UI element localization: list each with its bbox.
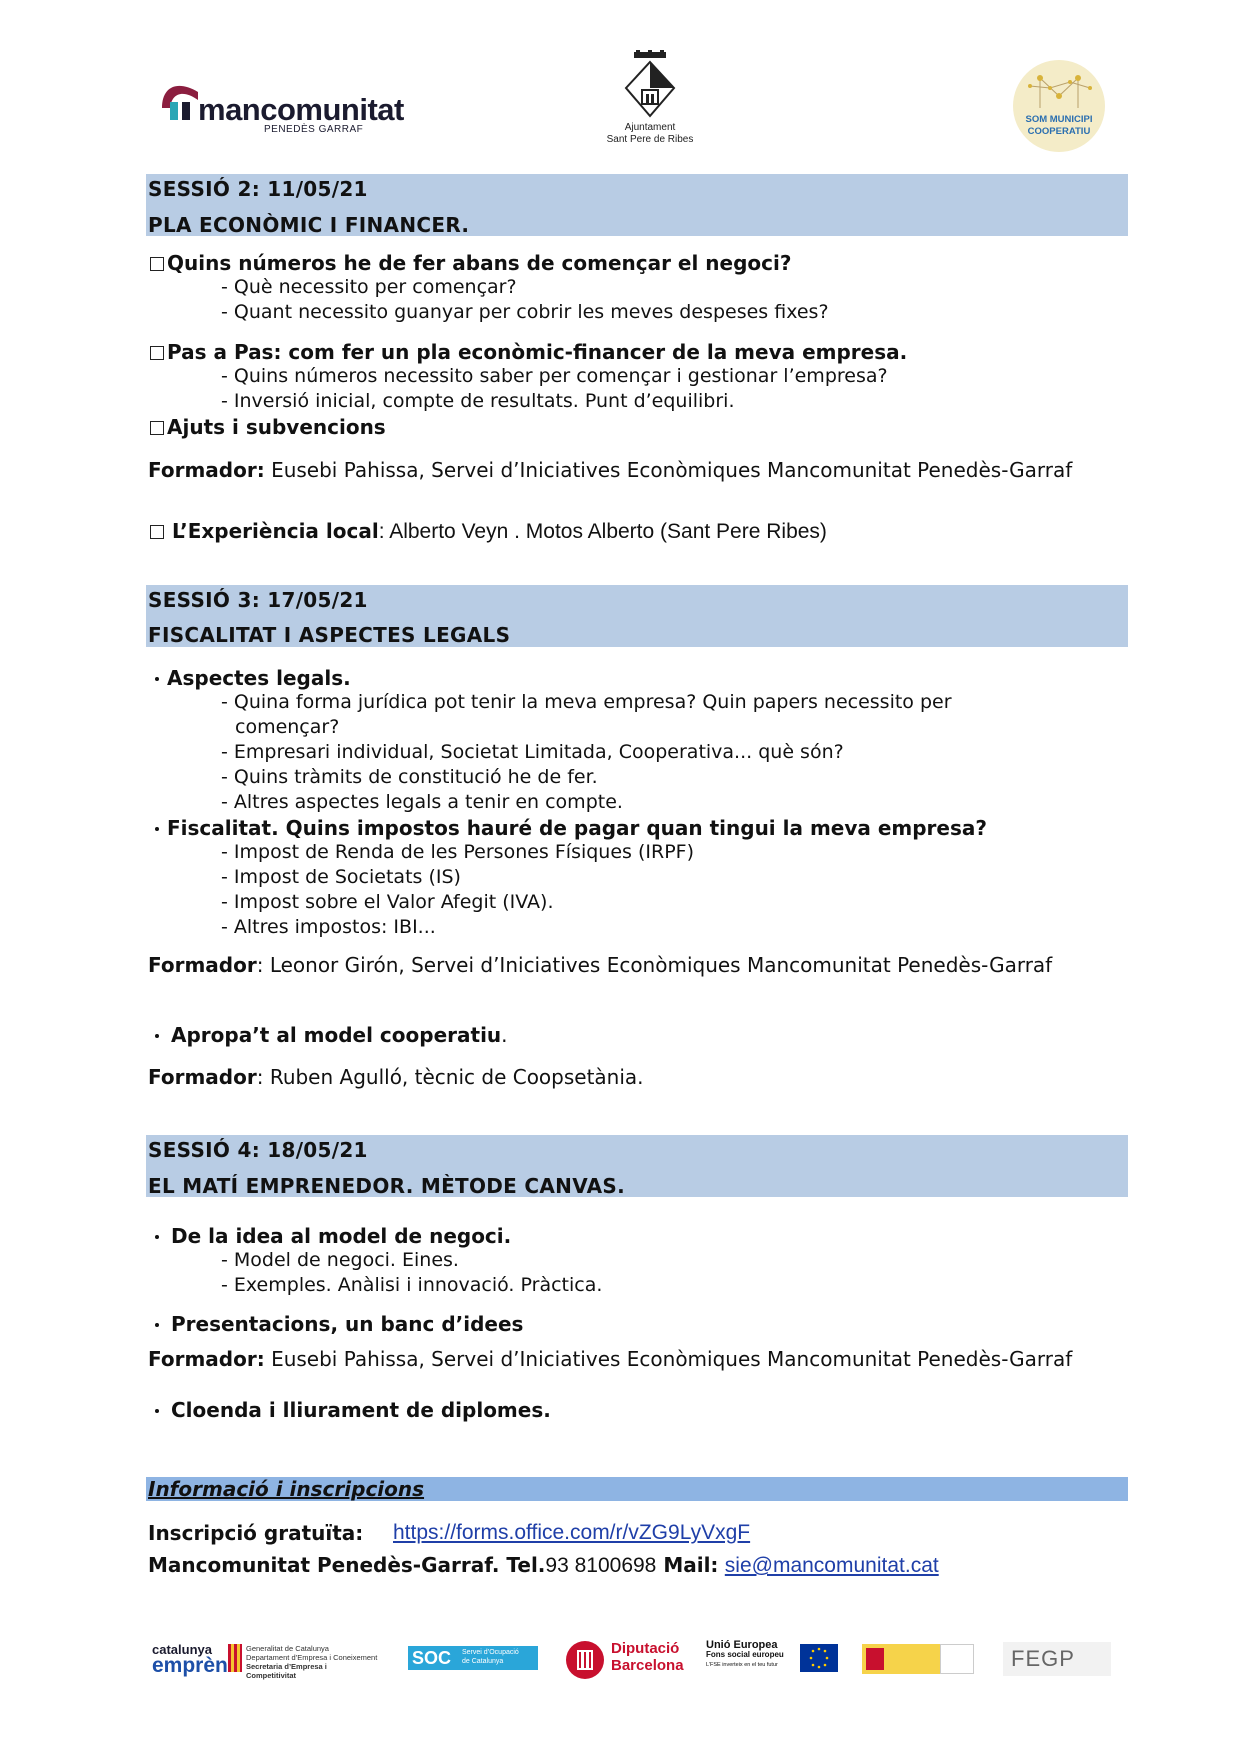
session3-item1-sub3: - Quins tràmits de constitució he de fer. — [221, 766, 598, 788]
bullet-icon — [155, 677, 159, 681]
experiencia-label: L’Experiència local — [172, 519, 379, 543]
session3-item2 — [150, 816, 987, 840]
experiencia-text: : Alberto Veyn . Motos Alberto (Sant Pere Ribes) — [378, 520, 827, 543]
checkbox-icon — [150, 346, 164, 360]
session2-item3 — [150, 415, 386, 439]
ministerio-logo — [862, 1640, 974, 1680]
session3-item3 — [150, 1023, 508, 1047]
checkbox-icon — [150, 421, 164, 435]
ue-line2: Fons social europeu — [706, 1650, 784, 1659]
session4-subtitle: EL MATÍ EMPRENEDOR. MÈTODE CANVAS. — [148, 1174, 625, 1198]
formador-text: Eusebi Pahissa, Servei d’Iniciatives Econòmiques Mancomunitat Penedès-Garraf — [264, 1347, 1073, 1371]
escudo-icon — [866, 1648, 884, 1670]
session4-item1-text: De la idea al model de negoci. — [171, 1224, 512, 1248]
formador-label: Formador — [148, 953, 257, 977]
eu-flag-icon — [800, 1644, 838, 1672]
coat-of-arms-icon — [620, 50, 680, 118]
catalunya-empren-logo — [150, 1640, 378, 1680]
mancomunitat-mark-icon — [158, 78, 202, 124]
mancomunitat-logo — [158, 78, 404, 138]
som-line2: COOPERATIU — [1027, 126, 1091, 137]
fegp-logo — [1003, 1640, 1111, 1680]
inscripcio-label: Inscripció gratuïta: — [148, 1521, 364, 1545]
som-municipi-badge-icon — [1010, 58, 1108, 154]
session3-item3-text: Apropa’t al model cooperatiu — [171, 1023, 502, 1047]
diputacio-logo — [565, 1640, 690, 1680]
session2-formador — [148, 458, 1072, 482]
dip-line2: Barcelona — [611, 1657, 684, 1674]
session3-item3-end: . — [501, 1023, 508, 1047]
mail-label: Mail: — [656, 1553, 719, 1577]
session3-title: SESSIÓ 3: 17/05/21 — [148, 588, 368, 612]
bullet-icon — [155, 1409, 159, 1413]
bullet-icon — [155, 1323, 159, 1327]
ajuntament-line1: Ajuntament — [624, 122, 676, 133]
ue-line1: Unió Europea — [706, 1639, 778, 1651]
gen-line3: Secretaria d’Empresa i Competitivitat — [246, 1662, 327, 1680]
som-municipi-logo — [1010, 58, 1108, 154]
gen-line2: Departament d’Empresa i Coneixement — [246, 1653, 378, 1662]
formador-text: : Ruben Agulló, tècnic de Coopsetània. — [256, 1065, 644, 1089]
session2-item2-text: Pas a Pas: com fer un pla econòmic-financer de la meva empresa. — [167, 340, 908, 364]
bullet-icon — [155, 1235, 159, 1239]
dip-line1: Diputació — [611, 1640, 680, 1657]
session4-item3-text: Cloenda i lliurament de diplomes. — [171, 1398, 551, 1422]
senyera-icon — [228, 1644, 242, 1672]
session3-item1-text: Aspectes legals. — [167, 666, 351, 690]
info-title: Informació i inscripcions — [148, 1477, 425, 1501]
session3-item2-text: Fiscalitat. Quins impostos hauré de pagar quan tingui la meva empresa? — [167, 816, 987, 840]
session3-item2-sub1: - Impost de Renda de les Persones Físiques (IRPF) — [221, 841, 694, 863]
soc-sub2: de Catalunya — [462, 1658, 504, 1665]
session2-item2-sub1: - Quins números necessito saber per començar i gestionar l’empresa? — [221, 365, 888, 387]
formador-label: Formador — [148, 1065, 257, 1089]
session3-item1-sub2: - Empresari individual, Societat Limitada, Cooperativa... què són? — [221, 741, 844, 763]
formador-text: Eusebi Pahissa, Servei d’Iniciatives Econòmiques Mancomunitat Penedès-Garraf — [264, 458, 1073, 482]
session2-item3-text: Ajuts i subvencions — [167, 415, 386, 439]
session2-title: SESSIÓ 2: 11/05/21 — [148, 177, 368, 201]
bullet-icon — [155, 1034, 159, 1038]
som-line1: SOM MUNICIPI — [1025, 114, 1093, 125]
ajuntament-line2: Sant Pere de Ribes — [606, 134, 694, 145]
session4-title: SESSIÓ 4: 18/05/21 — [148, 1138, 368, 1162]
bullet-icon — [155, 827, 159, 831]
session3-item2-sub2: - Impost de Societats (IS) — [221, 866, 461, 888]
checkbox-icon — [150, 257, 164, 271]
session3-item1 — [150, 666, 351, 690]
formador-text: : Leonor Girón, Servei d’Iniciatives Econòmiques Mancomunitat Penedès-Garraf — [256, 953, 1053, 977]
session4-item1-sub1: - Model de negoci. Eines. — [221, 1249, 459, 1271]
session2-item1-text: Quins números he de fer abans de començar el negoci? — [167, 251, 792, 275]
catalunya-text: catalunya — [152, 1642, 212, 1657]
mail-link[interactable]: sie@mancomunitat.cat — [724, 1554, 939, 1577]
formador-label: Formador: — [148, 1347, 265, 1371]
checkbox-icon — [150, 525, 164, 539]
fegp-text: FEGP — [1011, 1646, 1075, 1671]
session3-item1-sub1b: començar? — [235, 716, 340, 738]
gen-line1: Generalitat de Catalunya — [246, 1644, 329, 1653]
session2-item2 — [150, 340, 907, 364]
soc-sub1: Servei d’Ocupació — [462, 1649, 519, 1656]
empren-text: emprèn — [152, 1654, 228, 1677]
formador-label: Formador: — [148, 458, 265, 482]
ue-logo — [706, 1640, 838, 1680]
soc-logo — [408, 1640, 538, 1680]
session4-item1-sub2: - Exemples. Anàlisi i innovació. Pràctica. — [221, 1274, 603, 1296]
session3-item1-sub1: - Quina forma jurídica pot tenir la meva empresa? Quin papers necessito per — [221, 691, 952, 713]
ajuntament-logo — [590, 50, 710, 148]
session4-item2-text: Presentacions, un banc d’idees — [171, 1312, 524, 1336]
contact-label: Mancomunitat Penedès-Garraf. Tel. — [148, 1553, 546, 1577]
contact-tel: 93 8100698 — [545, 1554, 657, 1577]
session3-subtitle: FISCALITAT I ASPECTES LEGALS — [148, 623, 511, 647]
session2-item1 — [150, 251, 791, 275]
session2-item2-sub2: - Inversió inicial, compte de resultats. Punt d’equilibri. — [221, 390, 735, 412]
session2-item1-sub1: - Què necessito per començar? — [221, 276, 517, 298]
soc-text: SOC — [412, 1648, 452, 1668]
session4-item1 — [150, 1224, 511, 1248]
session3-formador2 — [148, 1065, 644, 1089]
ue-line3: L’FSE inverteix en el teu futur — [706, 1662, 778, 1668]
mancomunitat-logo-word: mancomunitat — [198, 92, 404, 127]
session2-item1-sub2: - Quant necessito guanyar per cobrir les meves despeses fixes? — [221, 301, 829, 323]
session3-formador — [148, 953, 1052, 977]
session4-item2 — [150, 1312, 523, 1336]
session2-experiencia — [150, 519, 827, 544]
session3-item2-sub3: - Impost sobre el Valor Afegit (IVA). — [221, 891, 554, 913]
session4-formador — [148, 1347, 1072, 1371]
diputacio-seal-icon — [565, 1640, 605, 1680]
session3-item1-sub4: - Altres aspectes legals a tenir en compte. — [221, 791, 623, 813]
mancomunitat-logo-sub: PENEDÈS GARRAF — [264, 124, 364, 135]
session4-item3 — [150, 1398, 551, 1422]
session2-subtitle: PLA ECONÒMIC I FINANCER. — [148, 213, 470, 237]
contact-line — [148, 1553, 939, 1578]
session3-item2-sub4: - Altres impostos: IBI... — [221, 916, 436, 938]
inscripcio-link[interactable]: https://forms.office.com/r/vZG9LyVxgF — [393, 1521, 751, 1544]
